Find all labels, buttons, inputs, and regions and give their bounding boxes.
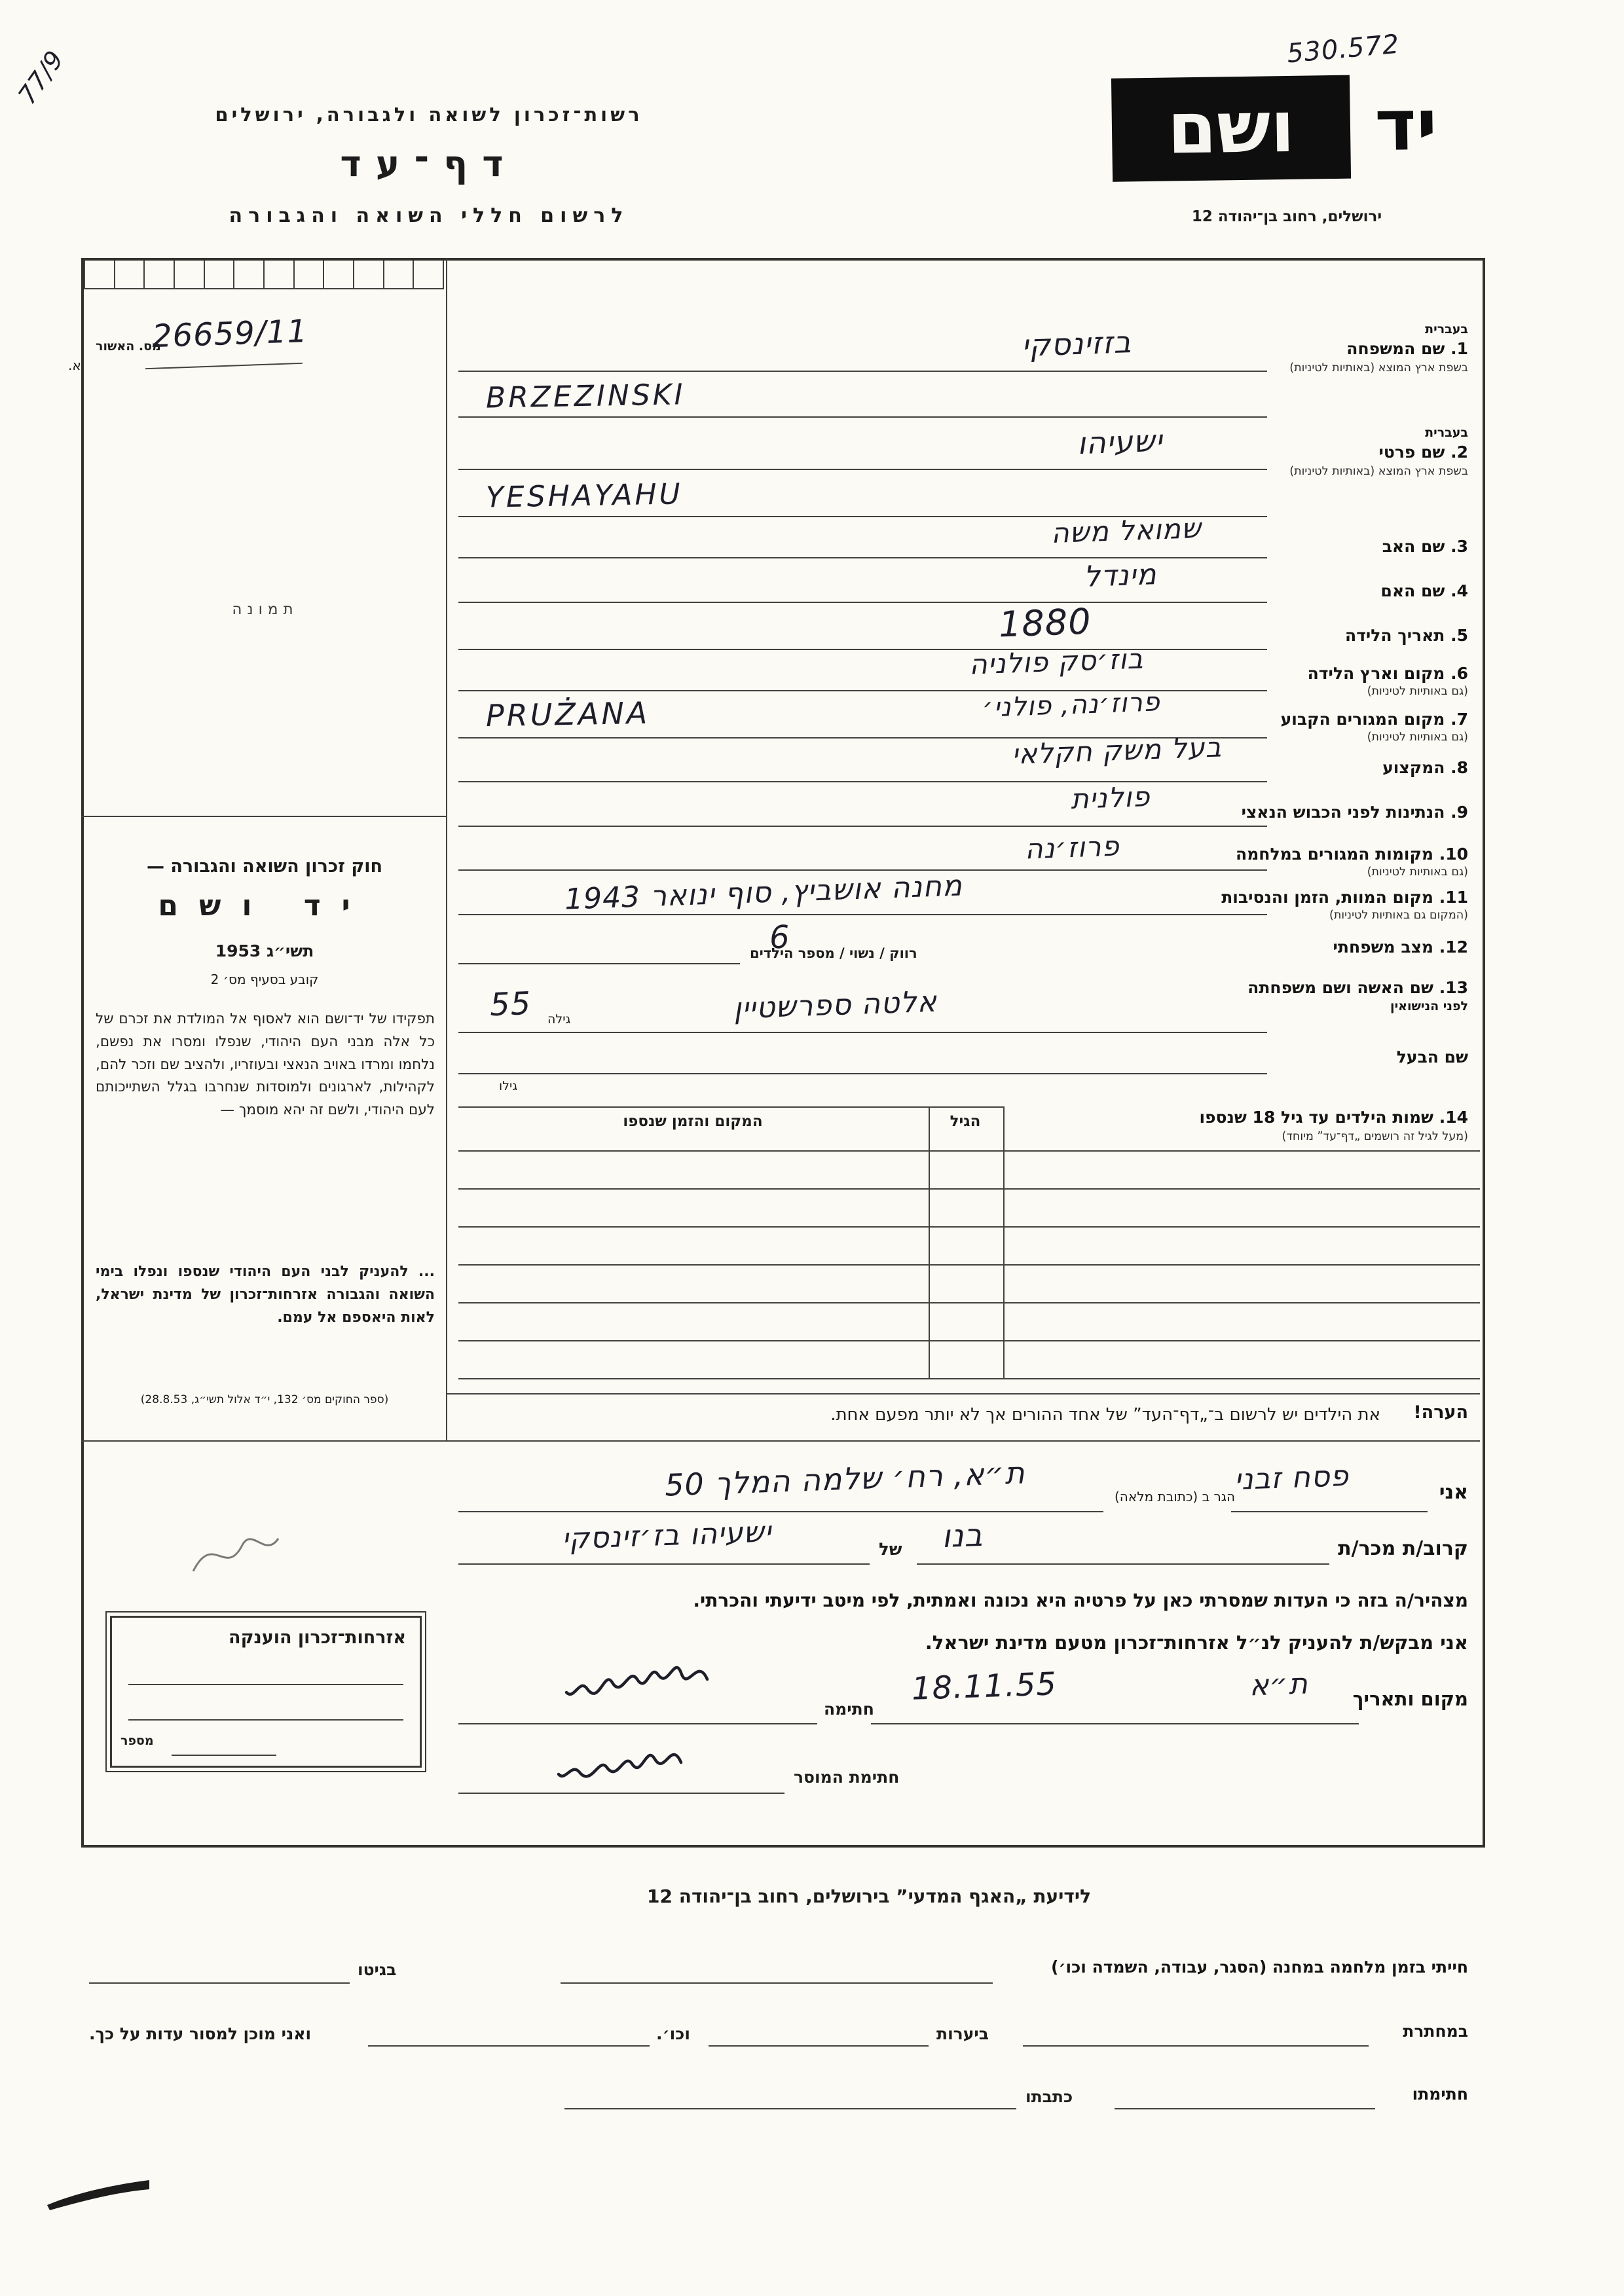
- footer-signature-line: [1115, 2108, 1375, 2109]
- footer-camp-label: חייתי בזמן מלחמה במחנה (הסגר, עבודה, השמדה וכו׳): [1051, 1958, 1468, 1977]
- declarant-address-line: [458, 1511, 1103, 1512]
- place-date-label: מקום ותאריך: [1352, 1688, 1468, 1710]
- footer-ghetto-label: בגיטו: [358, 1960, 397, 1979]
- place-value: ת״א: [1249, 1667, 1309, 1703]
- field-2-value-latin: YESHAYAHU: [485, 477, 684, 515]
- field-6-label: 6. מקום וארץ הלידה: [1307, 664, 1468, 683]
- declarant-i-label: אני: [1439, 1481, 1468, 1504]
- declarant-name-line: [1231, 1511, 1428, 1512]
- children-table-row-rule: [458, 1150, 1480, 1152]
- husband-age-label: גילו: [499, 1079, 518, 1093]
- field-10-value: פרוז׳נה: [1024, 829, 1120, 866]
- field-7-value-latin: PRUŻANA: [485, 695, 650, 734]
- children-table-vline-age-right: [1003, 1106, 1005, 1378]
- field-10-line: [458, 869, 1267, 871]
- field-14-sub-label: (מעל לגיל זה רושמים „דף־עד” מיוחד): [1282, 1130, 1468, 1143]
- field-1-sub-label: בשפת ארץ המוצא (באותיות לטיניות): [1289, 361, 1468, 374]
- field-8-label: 8. המקצוע: [1382, 758, 1468, 777]
- serial-cell: [295, 261, 325, 288]
- signature-label: חתימה: [824, 1700, 874, 1719]
- field-1-lang-label: בעברית: [1425, 322, 1468, 337]
- citizenship-box-line: [128, 1719, 403, 1721]
- husband-name-label: שם הבעל: [1396, 1048, 1468, 1066]
- footer-forests-label: ביערות: [936, 2024, 989, 2043]
- children-table-row-rule: [458, 1302, 1480, 1303]
- field-13-label-line2: לפני הנישואין: [1390, 999, 1468, 1013]
- field-2-hebrew-line: [458, 469, 1267, 470]
- serial-cell: [324, 261, 354, 288]
- law-title: חוק זכרון השואה והגבורה —: [146, 856, 383, 877]
- serial-cell: [205, 261, 235, 288]
- declarant-address-label: הגר ב (כתובת מלאה): [1115, 1489, 1236, 1504]
- scientific-dept-title: לידיעת „האגף המדעי” בירושלים, רחוב בן־יהודה 12: [646, 1886, 1092, 1907]
- husband-line: [458, 1073, 1267, 1074]
- field-5-line: [458, 649, 1267, 650]
- law-section: קובע בסעיף מס׳ 2: [210, 972, 319, 987]
- field-4-value: מינדל: [1083, 558, 1158, 594]
- aleph-margin-note: א.: [68, 357, 81, 373]
- photo-placeholder-label: תמונה: [232, 601, 299, 618]
- field-14-label: 14. שמות הילדים עד גיל 18 שנספו: [1199, 1108, 1468, 1127]
- law-name: יד ושם: [158, 889, 371, 922]
- footer-etc-label: וכו׳.: [656, 2024, 690, 2043]
- footer-address-label: כתבתו: [1025, 2087, 1073, 2106]
- field-12-line: [458, 963, 740, 964]
- yad-vashem-logo-yad: יד: [1374, 84, 1438, 168]
- footer-underground-line: [1023, 2045, 1369, 2047]
- field-3-value: שמואל משה: [1050, 512, 1202, 549]
- note-band-top-rule: [447, 1393, 1480, 1394]
- field-6-sub-label: (גם באותיות לטיניות): [1367, 685, 1468, 698]
- relation-value: בנו: [941, 1516, 984, 1556]
- serial-cell: [414, 261, 444, 288]
- children-table-row-rule: [458, 1264, 1480, 1266]
- field-5-value: 1880: [997, 600, 1092, 646]
- form-title: דף־עד: [340, 143, 518, 185]
- field-12-children-count: 6: [769, 919, 791, 957]
- children-table-row-rule: [458, 1378, 1480, 1379]
- declarant-address: ת״א, רח׳ שלמה המלך 50: [664, 1455, 1026, 1503]
- footer-signature-label: חתימתו: [1412, 2085, 1468, 2104]
- field-7-sub-label: (גם באותיות לטיניות): [1367, 731, 1468, 744]
- witness-signature: [560, 1643, 717, 1722]
- declarant-name: פסח זבני: [1234, 1459, 1350, 1497]
- serial-cell: [234, 261, 265, 288]
- field-1-latin-line: [458, 416, 1267, 418]
- field-1-label: 1. שם המשפחה: [1346, 339, 1468, 358]
- footer-camp-line: [561, 1982, 993, 1984]
- field-7-value-hebrew: פרוז׳נה, פולני׳: [982, 687, 1161, 723]
- field-9-label: 9. הנתינות לפני הכבוש הנאצי: [1241, 803, 1468, 822]
- field-13-label: 13. שם האשה ושם משפחתה: [1247, 978, 1468, 997]
- field-12-label: 12. מצב משפחתי: [1333, 938, 1468, 957]
- serial-cell: [145, 261, 175, 288]
- serial-cell: [175, 261, 205, 288]
- footer-forests-line: [709, 2045, 929, 2047]
- serial-cell: [384, 261, 415, 288]
- note-band-bottom-rule: [81, 1440, 1480, 1442]
- field-4-label: 4. שם האם: [1380, 581, 1468, 600]
- footer-address-line: [564, 2108, 1016, 2109]
- field-13-age-value: 55: [489, 985, 532, 1024]
- yad-vashem-logo: [1111, 73, 1462, 181]
- field-8-value: בעל משק חקלאי: [1011, 731, 1223, 771]
- subject-name: ישעיהו בז׳זינסקי: [561, 1515, 773, 1556]
- children-table-col-place: המקום והזמן שנספו: [623, 1113, 763, 1130]
- form-subtitle: לרשום חללי השואה והגבורה: [229, 204, 629, 227]
- signature-line: [458, 1723, 817, 1724]
- logo-address: ירושלים, רחוב בן־יהודה 12: [1191, 208, 1382, 225]
- law-year: תשי״ג 1953: [215, 941, 314, 960]
- field-1-value-latin: BRZEZINSKI: [485, 378, 686, 415]
- children-table-top-rule: [458, 1106, 1003, 1108]
- law-source-note: (ספר החוקים מס׳ 132, י״ד אלול תשי״ג, 28.8.53): [140, 1393, 389, 1406]
- field-1-hebrew-line: [458, 371, 1267, 372]
- children-table-row-rule: [458, 1226, 1480, 1228]
- field-3-label: 3. שם האב: [1382, 537, 1468, 556]
- note-label: הערה!: [1413, 1402, 1468, 1423]
- submitter-signature: [553, 1730, 691, 1795]
- photo-box-bottom-rule: [81, 816, 446, 817]
- field-2-lang-label: בעברית: [1425, 426, 1468, 440]
- subject-name-line: [458, 1563, 870, 1565]
- field-2-label: 2. שם פרטי: [1378, 443, 1468, 462]
- relation-label: קרוב/ת מכר/ת: [1338, 1537, 1468, 1560]
- serial-cell-strip: [84, 261, 444, 289]
- serial-cell: [115, 261, 145, 288]
- field-10-sub-label: (גם באותיות לטיניות): [1367, 866, 1468, 879]
- footer-underground-label: במחתרת: [1403, 2022, 1468, 2041]
- field-13-age-label: גילה: [547, 1012, 571, 1027]
- relation-line: [917, 1563, 1329, 1565]
- citizenship-box-number-line: [172, 1755, 276, 1756]
- serial-cell: [85, 261, 115, 288]
- place-date-line: [871, 1723, 1359, 1724]
- children-table-vline-age-left: [929, 1106, 930, 1378]
- children-table-row-rule: [458, 1340, 1480, 1341]
- field-11-sub-label: (המקום גם באותיות לטיניות): [1329, 909, 1468, 922]
- field-6-value: בוז׳סק פולניה: [969, 642, 1145, 681]
- field-11-label: 11. מקום המוות, הזמן והנסיבות: [1221, 888, 1468, 907]
- submitter-signature-label: חתימת המוסר: [794, 1768, 900, 1787]
- citizenship-box-title: אזרחות־זכרון הוענקה: [229, 1628, 406, 1648]
- yad-vashem-logo-vashem: ושם: [1111, 75, 1351, 182]
- children-table-row-rule: [458, 1188, 1480, 1190]
- column-divider: [446, 258, 447, 1440]
- law-paragraph-1: תפקידו של יד־ושם הוא לאסוף אל המולדת את זכרם של כל אלה מבני העם היהודי, שנפלו ומסרו את נפשם, נלחמו ומרדו באויב הנאצי ובעוזריו, ולהציב שם וזכר להם, לקהילות, לארגונים ולמוסדות שנחרבו בגלל השתייכותם לעם היהודי, ולשם זה יהא מוסמך —: [96, 1011, 435, 1119]
- field-12-options-label: רווק / נשוי / מספר הילדים: [750, 945, 917, 961]
- law-paragraph-2: ... להעניק לבני העם היהודי שנספו ונפלו בימי השואה והגבורה אזרחות־זכרון של מדינת ישראל, לאות היאספם אל עמם.: [96, 1264, 435, 1326]
- field-5-label: 5. תאריך הלידה: [1345, 626, 1468, 645]
- corner-handwritten-note: 77/9: [12, 45, 70, 110]
- citizenship-box-number-label: מספר: [120, 1734, 154, 1748]
- field-9-line: [458, 826, 1267, 827]
- approval-number-label: מס. האשור: [96, 339, 161, 354]
- file-number-handwritten: 530.572: [1285, 29, 1401, 69]
- field-10-label: 10. מקומות המגורים במלחמה: [1236, 845, 1468, 864]
- date-value: 18.11.55: [911, 1666, 1058, 1707]
- declaration-statement: מצהיר/ה בזה כי העדות שמסרתי כאן על פרטיה היא נכונה ואמתית, לפי מיטב ידיעתי והכרתי.: [693, 1590, 1468, 1611]
- footer-ghetto-line: [89, 1982, 350, 1984]
- field-7-label: 7. מקום המגורים הקבוע: [1280, 710, 1468, 729]
- authority-title: רשות־זכרון לשואה ולגבורה, ירושלים: [215, 103, 643, 126]
- of-label: של: [879, 1540, 902, 1559]
- note-text: את הילדים יש לרשום ב־„דף־העד” של אחד ההורים אך לא יותר מפעם אחת.: [830, 1405, 1380, 1425]
- field-13-line: [458, 1032, 1267, 1033]
- serial-cell: [265, 261, 295, 288]
- field-4-line: [458, 602, 1267, 603]
- field-13-wife-name: אלטה ספרשטיין: [733, 985, 938, 1026]
- field-2-sub-label: בשפת ארץ המוצא (באותיות לטיניות): [1289, 465, 1468, 478]
- corner-printer-mark: [46, 2172, 151, 2212]
- children-table-col-age: הגיל: [950, 1113, 981, 1130]
- approval-number-value: 26659/11: [151, 312, 308, 355]
- field-1-value-hebrew: בזזינסקי: [1021, 324, 1132, 363]
- footer-testify-label: ואני מוכן למסור עדות על כך.: [89, 2024, 312, 2043]
- handwritten-scribble: [187, 1519, 285, 1584]
- field-2-value-hebrew: ישעיהו: [1077, 422, 1164, 462]
- declaration-request: אני מבקש/ת להעניק לנ״ל אזרחות־זכרון מטעם מדינת ישראל.: [925, 1631, 1468, 1654]
- submitter-signature-line: [458, 1793, 784, 1794]
- field-11-value: מחנה אושביץ, סוף ינואר 1943: [564, 869, 963, 917]
- footer-etc-line: [368, 2045, 650, 2047]
- field-9-value: פולנית: [1070, 780, 1151, 816]
- serial-cell: [354, 261, 384, 288]
- citizenship-box-line: [128, 1684, 403, 1685]
